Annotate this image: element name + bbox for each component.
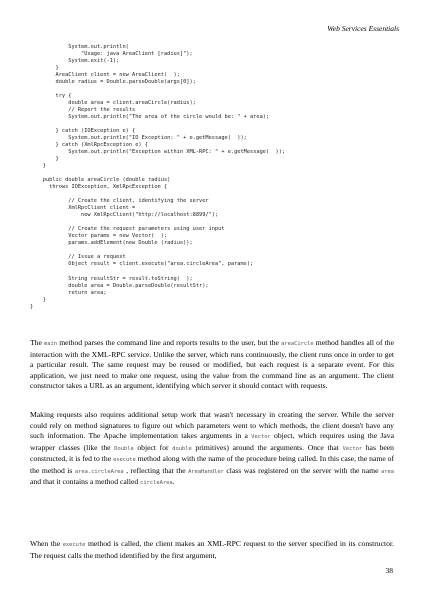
code-line: public double areaCircle (double radius) bbox=[30, 177, 171, 184]
code-line bbox=[30, 247, 402, 254]
code-line: } bbox=[30, 163, 46, 170]
code-line: // Issue a request bbox=[30, 254, 126, 261]
page-number: 38 bbox=[385, 566, 393, 575]
code-line: // Report the results bbox=[30, 107, 136, 114]
code-line: params.addElement(new Double (radius)); bbox=[30, 240, 193, 247]
code-line: double area = Double.parseDouble(resultStr); bbox=[30, 282, 209, 289]
inline-code: execute bbox=[62, 542, 86, 548]
code-line: throws IOException, XmlRpcException { bbox=[30, 184, 168, 191]
inline-code: circleArea bbox=[140, 480, 173, 486]
code-line: XmlRpcClient client = bbox=[30, 205, 136, 212]
paragraph-1: The main method parses the command line and reports results to the user, but the areaCircle method handles all of the interaction with the XML-RPC service. Unlike the server, which runs continuously, the client runs once in order to get a particular result. The same request may be reused or modified, but each request is a separate event. For this application, we just need to make one request, using the value from the command line as an argument. The client constructor takes a URL as an argument, identifying which server it should contact with requests. bbox=[30, 338, 394, 390]
code-line: AreaClient client = new AreaClient( ); bbox=[30, 72, 180, 79]
code-line: new XmlRpcClient("http://localhost:8899/"); bbox=[30, 212, 219, 219]
code-line: } catch (IOException e) { bbox=[30, 128, 136, 135]
inline-code: area.circleArea bbox=[74, 468, 124, 475]
code-line: try { bbox=[30, 93, 72, 100]
code-line: Object result = client.execute("area.circleArea", params); bbox=[30, 261, 254, 268]
code-line: } catch (XmlRpcException e) { bbox=[30, 142, 148, 149]
code-line: System.out.println("Exception within XML-RPC: " + e.getMessage( )); bbox=[30, 149, 286, 156]
inline-code: execute bbox=[113, 457, 136, 463]
inline-code: Vector bbox=[251, 434, 271, 440]
code-line: } bbox=[30, 65, 59, 72]
code-line: System.exit(-1); bbox=[30, 58, 120, 65]
code-line: } bbox=[30, 296, 46, 303]
inline-code: main bbox=[44, 341, 58, 347]
paragraph-3: When the execute method is called, the client makes an XML-RPC request to the server specified in its constructor. The request calls the method identified by the first argument, bbox=[30, 539, 394, 560]
code-line: return area; bbox=[30, 289, 107, 296]
code-line bbox=[30, 86, 402, 93]
code-line bbox=[30, 219, 402, 226]
inline-code: double bbox=[172, 445, 192, 452]
inline-code: Vector bbox=[342, 445, 363, 452]
code-line: String resultStr = result.toString( ); bbox=[30, 275, 193, 282]
code-listing bbox=[30, 44, 402, 311]
running-header: Web Services Essentials bbox=[327, 24, 399, 33]
code-line: // Create the client, identifying the server bbox=[30, 198, 209, 205]
code-line: } bbox=[30, 303, 34, 310]
code-line: Vector params = new Vector( ); bbox=[30, 233, 168, 240]
code-line: System.out.println( bbox=[30, 44, 129, 50]
inline-code: Double bbox=[114, 445, 134, 452]
code-line: "Usage: java AreaClient [radius]"); bbox=[30, 51, 193, 58]
code-line bbox=[30, 170, 402, 177]
code-line: } bbox=[30, 156, 59, 163]
code-line: // Create the request parameters using user input bbox=[30, 226, 225, 233]
code-line bbox=[30, 269, 402, 276]
inline-code: areaCircle bbox=[281, 341, 314, 347]
code-line bbox=[30, 191, 402, 198]
inline-code: AreaHandler bbox=[188, 468, 224, 475]
paragraph-2: Making requests also requires additional setup work that wasn't necessary in creating the server. While the server could rely on method signatures to figure out which parameters went to which methods, the client doesn't have any such information. The Apache implementation takes arguments in a Vector object, which requires using the Java wrapper classes (like the Double object for double primitives) around the arguments. Once that Vector has been constructed, it is fed to the execute method along with the name of the procedure being called. In this case, the name of the method is area.circleArea , reflecting that the AreaHandler class was registered on the server with the name area and that it contains a method called circleArea. bbox=[30, 410, 395, 486]
code-line: double area = client.areaCircle(radius); bbox=[30, 100, 196, 107]
code-line: System.out.println("The area of the circle would be: " + area); bbox=[30, 114, 270, 121]
code-line: System.out.println("IO Exception: " + e.getMessage( )); bbox=[30, 135, 247, 142]
code-line bbox=[30, 121, 402, 128]
inline-code: area bbox=[381, 468, 394, 475]
code-line: double radius = Double.parseDouble(args[0]); bbox=[30, 79, 196, 86]
